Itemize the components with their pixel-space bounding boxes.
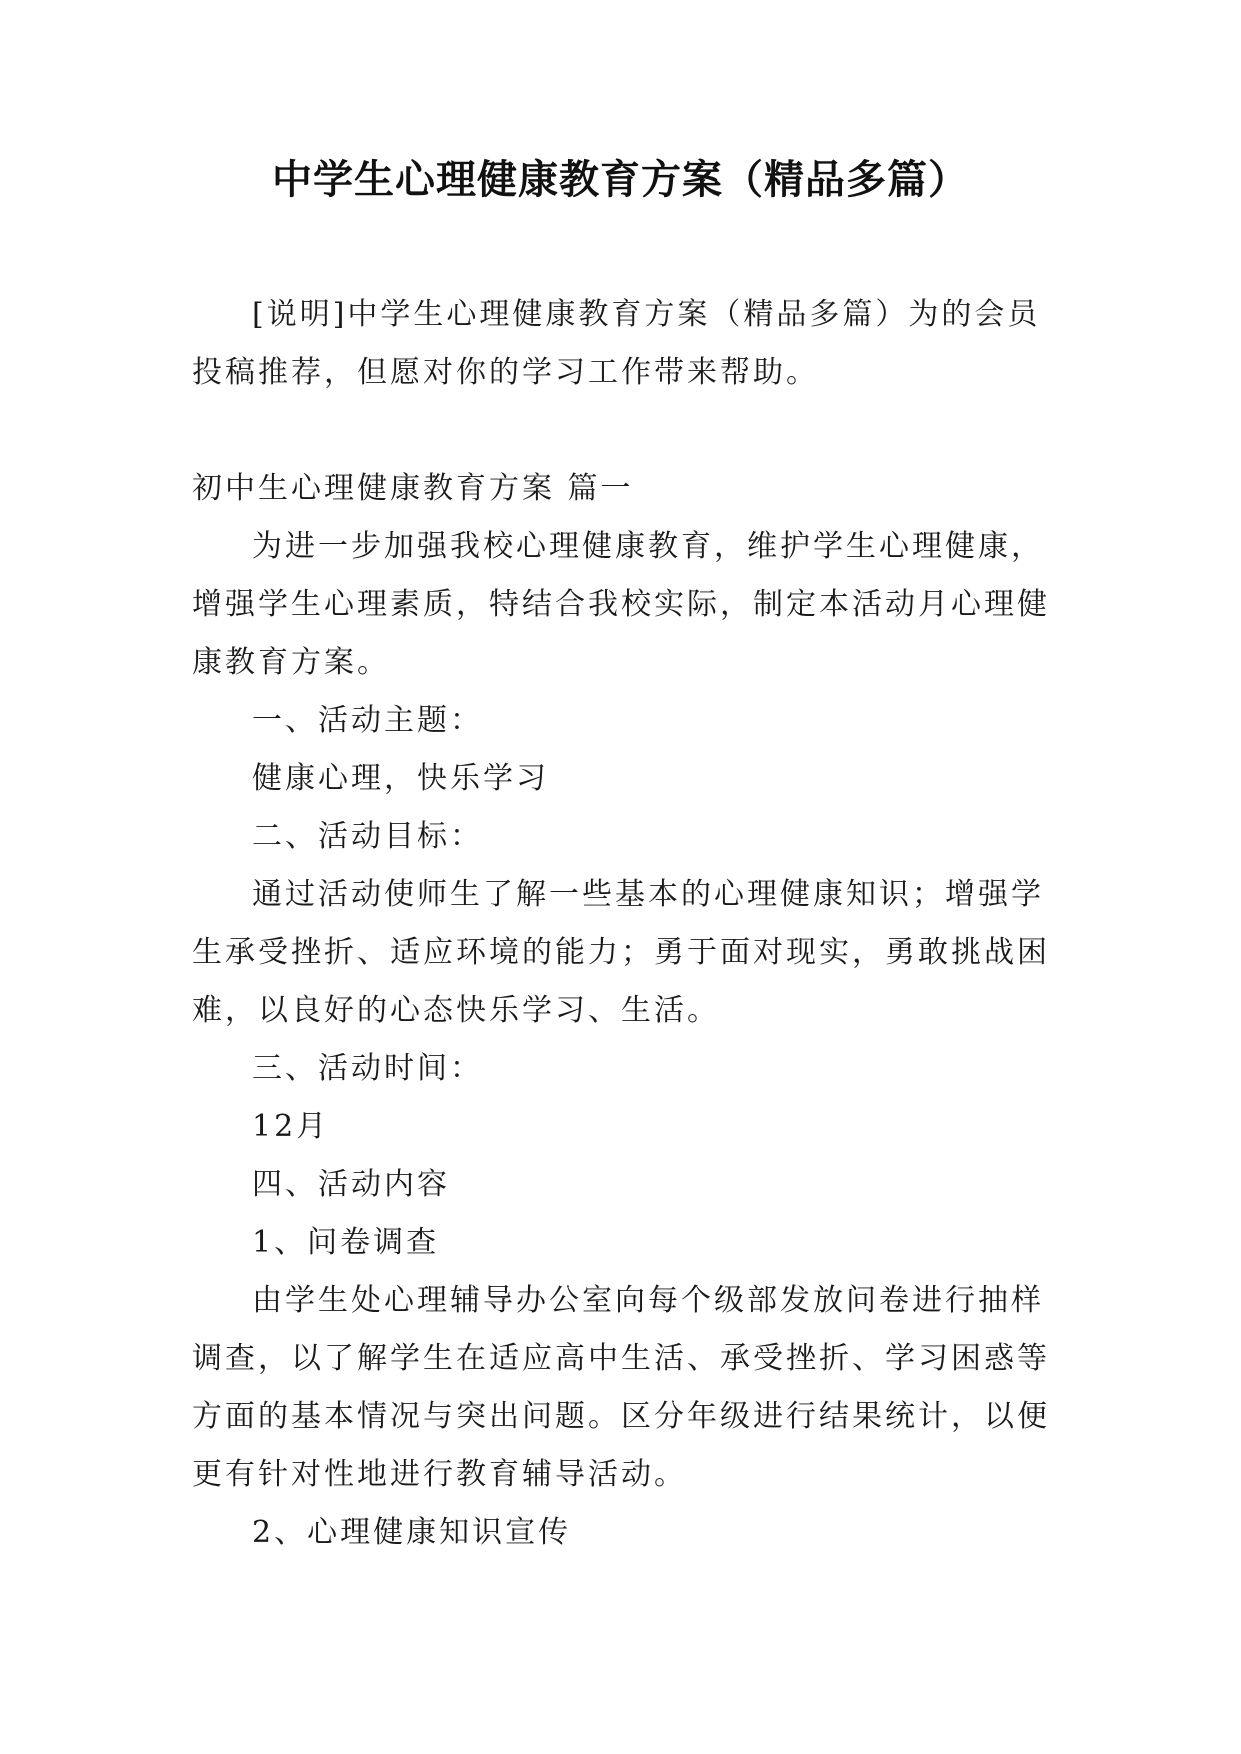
heading-content: 四、活动内容 <box>252 1167 450 1202</box>
intro-paragraph: [说明]中学生心理健康教育方案（精品多篇）为的会员投稿推荐，但愿对你的学习工作带来帮助。 <box>192 297 1041 390</box>
document-body <box>192 286 1052 1562</box>
heading-theme: 一、活动主题： <box>252 703 483 738</box>
section-heading: 初中生心理健康教育方案 篇一 <box>192 471 634 506</box>
heading-goals: 二、活动目标： <box>252 819 483 854</box>
subheading-knowledge: 2、心理健康知识宣传 <box>252 1515 572 1550</box>
paragraph-theme: 健康心理，快乐学习 <box>252 761 549 796</box>
document-title: 中学生心理健康教育方案（精品多篇） <box>272 157 969 203</box>
paragraph-gap <box>192 402 1052 460</box>
paragraph-survey: 由学生处心理辅导办公室向每个级部发放问卷进行抽样调查，以了解学生在适应高中生活、承受挫折、学习困惑等方面的基本情况与突出问题。区分年级进行结果统计，以便更有针对性地进行教育辅导活动。 <box>192 1283 1050 1492</box>
subheading-survey: 1、问卷调查 <box>252 1225 440 1260</box>
paragraph-goals: 通过活动使师生了解一些基本的心理健康知识；增强学生承受挫折、适应环境的能力；勇于面对现实，勇敢挑战困难，以良好的心态快乐学习、生活。 <box>192 877 1050 1028</box>
heading-time: 三、活动时间： <box>252 1051 483 1086</box>
paragraph-purpose: 为进一步加强我校心理健康教育，维护学生心理健康，增强学生心理素质，特结合我校实际，制定本活动月心理健康教育方案。 <box>192 529 1050 680</box>
paragraph-time: 12月 <box>252 1109 330 1144</box>
